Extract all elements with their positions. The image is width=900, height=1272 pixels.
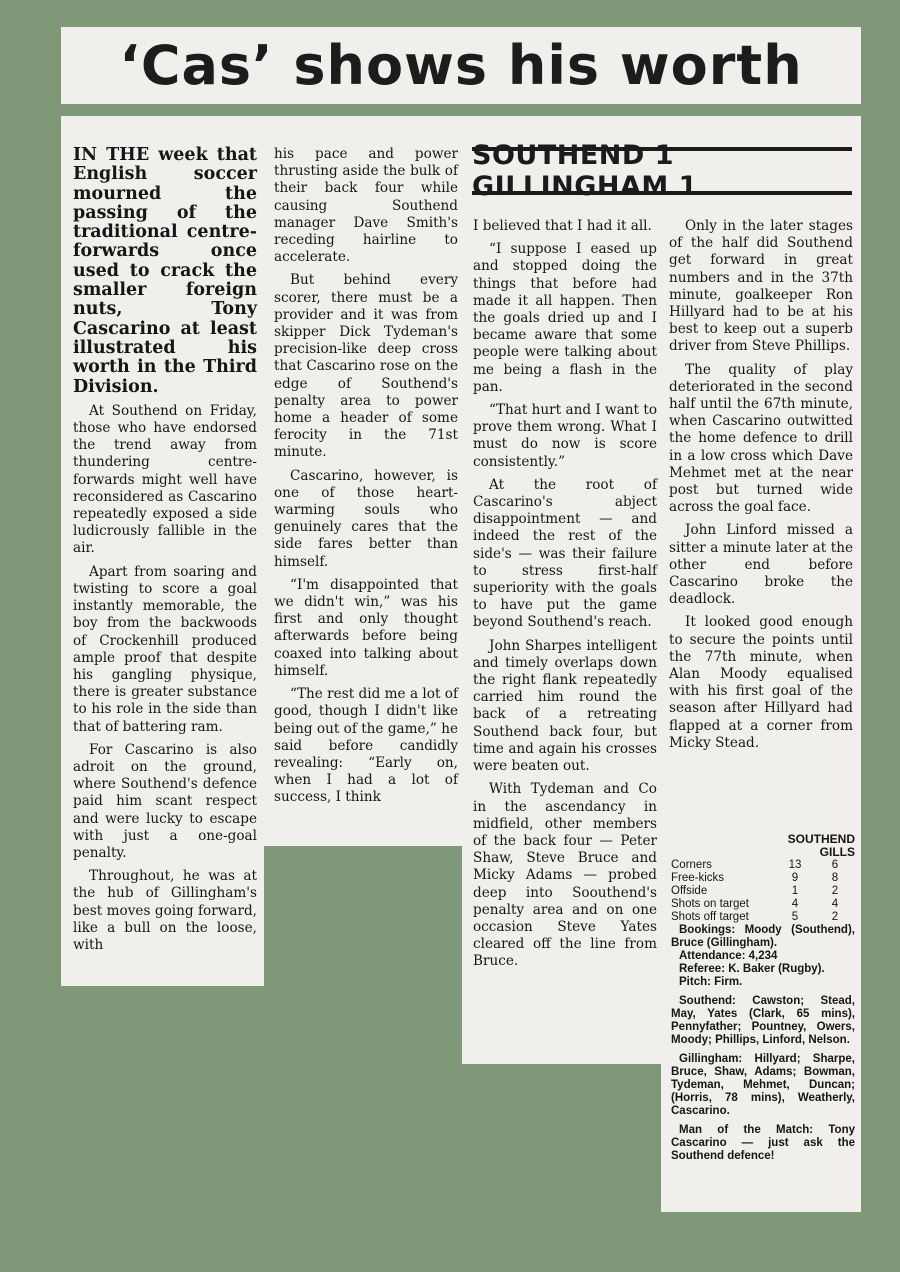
paragraph: “That hurt and I want to prove them wrong. What I must do now is score consistently.” — [473, 402, 657, 470]
paragraph: It looked good enough to secure the points until the 77th minute, when Alan Moody equalised with his first goal of the season after Hillyard had flapped at a corner from Micky Stead. — [669, 614, 853, 751]
stats-label: Corners — [671, 859, 712, 871]
headline-strip — [61, 27, 861, 104]
stats-away: 2 — [831, 911, 839, 923]
paragraph: With Tydeman and Co in the ascendancy in midfield, other members of the back four — Peter Shaw, Steve Bruce and Micky Adams — probed deep into Soouthend's penalty area and on one occasion Steve Yates cleared off the line from Bruce. — [473, 781, 657, 970]
stats-label: Shots on target — [671, 898, 749, 910]
stats-label: Shots off target — [671, 911, 749, 923]
stats-header-row — [671, 833, 855, 859]
stats-home: 4 — [791, 898, 799, 910]
stats-label: Offside — [671, 885, 708, 897]
paragraph: his pace and power thrusting aside the bulk of their back four while causing Southend manager Dave Smith's receding hairline to accelerate. — [274, 146, 458, 266]
stats-header-home: SOUTHEND — [787, 832, 855, 846]
paragraph: “I suppose I eased up and stopped doing the things that before had made it all happen. Then the goals dried up and I became aware that some people were talking about me being a flash in the pan. — [473, 241, 657, 395]
referee: Referee: K. Baker (Rugby). — [679, 963, 825, 975]
stats-row — [671, 911, 855, 924]
headline: ‘Cas’ shows his worth — [119, 34, 803, 97]
paragraph: At the root of Cascarino's abject disappointment — and indeed the rest of the side's — was their failure to stress first-half superiority with the goals to have put the game beyond Southend's reach. — [473, 476, 657, 631]
pitch: Pitch: Firm. — [679, 976, 743, 988]
paragraph: For Cascarino is also adroit on the ground, where Southend's defence paid him scant respect and were lucky to escape with just a one-goal penalty. — [73, 741, 257, 861]
man-of-the-match: Man of the Match: Tony Cascarino — just ask the Southend defence! — [671, 1124, 855, 1162]
paragraph: At Southend on Friday, those who have endorsed the trend away from thundering centre-forwards might well have reconsidered as Cascarino repeatedly exposed a side ludicrously fallible in the air. — [73, 402, 257, 557]
paragraph: “The rest did me a lot of good, though I didn't like being out of the game,” he said before candidly revealing: “Early on, when I had a lot of success, I think — [274, 686, 458, 806]
paragraph: John Linford missed a sitter a minute later at the other end before Cascarino broke the deadlock. — [669, 522, 853, 608]
southend-lineup: Southend: Cawston; Stead, May, Yates (Clark, 65 mins), Pennyfather; Pountney, Owers, Moody; Phillips, Linford, Nelson. — [671, 995, 855, 1046]
stats-row — [671, 872, 855, 885]
stats-label: Free-kicks — [671, 872, 725, 884]
match-stats — [671, 833, 855, 1169]
stats-row — [671, 885, 855, 898]
stats-away: 2 — [831, 885, 839, 897]
stats-away: 6 — [831, 859, 839, 871]
stats-away: 4 — [831, 898, 839, 910]
stats-row — [671, 859, 855, 872]
stats-table — [671, 833, 855, 924]
column-3 — [473, 218, 657, 977]
paragraph: I believed that I had it all. — [473, 218, 652, 234]
stats-away: 8 — [831, 872, 839, 884]
paragraph: Only in the later stages of the half did Southend get forward in great numbers and in the 37th minute, goalkeeper Ron Hillyard had to be at his best to keep out a superb driver from Steve Phillips. — [669, 218, 853, 355]
stats-row — [671, 898, 855, 911]
paragraph: The quality of play deteriorated in the second half until the 67th minute, when Cascarino outwitted the home defence to drill in a low cross which Dave Mehmet met at the near post but turned wide across the goal face. — [669, 361, 853, 516]
stats-home: 9 — [791, 872, 799, 884]
gillingham-lineup: Gillingham: Hillyard; Sharpe, Bruce, Shaw, Adams; Bowman, Tydeman, Mehmet, Duncan; (Horris, 78 mins), Weatherly, Cascarino. — [671, 1053, 855, 1117]
paragraph: John Sharpes intelligent and timely overlaps down the right flank repeatedly carried him round the back of a retreating Southend back four, but time and again his crosses were beaten out. — [473, 637, 657, 775]
stats-header-away: GILLS — [819, 845, 855, 859]
stats-home: 1 — [791, 885, 799, 897]
column-1 — [73, 146, 257, 960]
stats-home: 13 — [788, 859, 802, 871]
paragraph: Cascarino, however, is one of those heart-warming souls who genuinely cares that the side fares better than himself. — [274, 467, 458, 570]
attendance: Attendance: 4,234 — [679, 950, 778, 962]
lead-paragraph: IN THE week that English soccer mourned the passing of the traditional centre-forwards once used to crack the smaller foreign nuts, Tony Cascarino at least illustrated his worth in the Third Division. — [73, 145, 257, 397]
column-2 — [274, 146, 458, 813]
paragraph: Apart from soaring and twisting to score a goal instantly memorable, the boy from the backwoods of Crockenhill produced ample proof that despite his gangling physique, there is greater substance to his role in the side than that of battering ram. — [73, 563, 257, 735]
bookings: Bookings: Moody (Southend), Bruce (Gillingham). — [671, 924, 855, 949]
column-4 — [669, 218, 853, 758]
match-score-headline: SOUTHEND 1 GILLINGHAM 1 — [472, 147, 852, 195]
stats-home: 5 — [791, 911, 799, 923]
paragraph: Throughout, he was at the hub of Gillingham's best moves going forward, like a bull on the loose, with — [73, 868, 257, 953]
paragraph: But behind every scorer, there must be a provider and it was from skipper Dick Tydeman's precision-like deep cross that Cascarino rose on the edge of Southend's penalty area to power home a header of some ferocity in the 71st minute. — [274, 272, 458, 461]
paragraph: “I'm disappointed that we didn't win,” was his first and only thought afterwards before being coaxed into talking about himself. — [274, 576, 458, 679]
